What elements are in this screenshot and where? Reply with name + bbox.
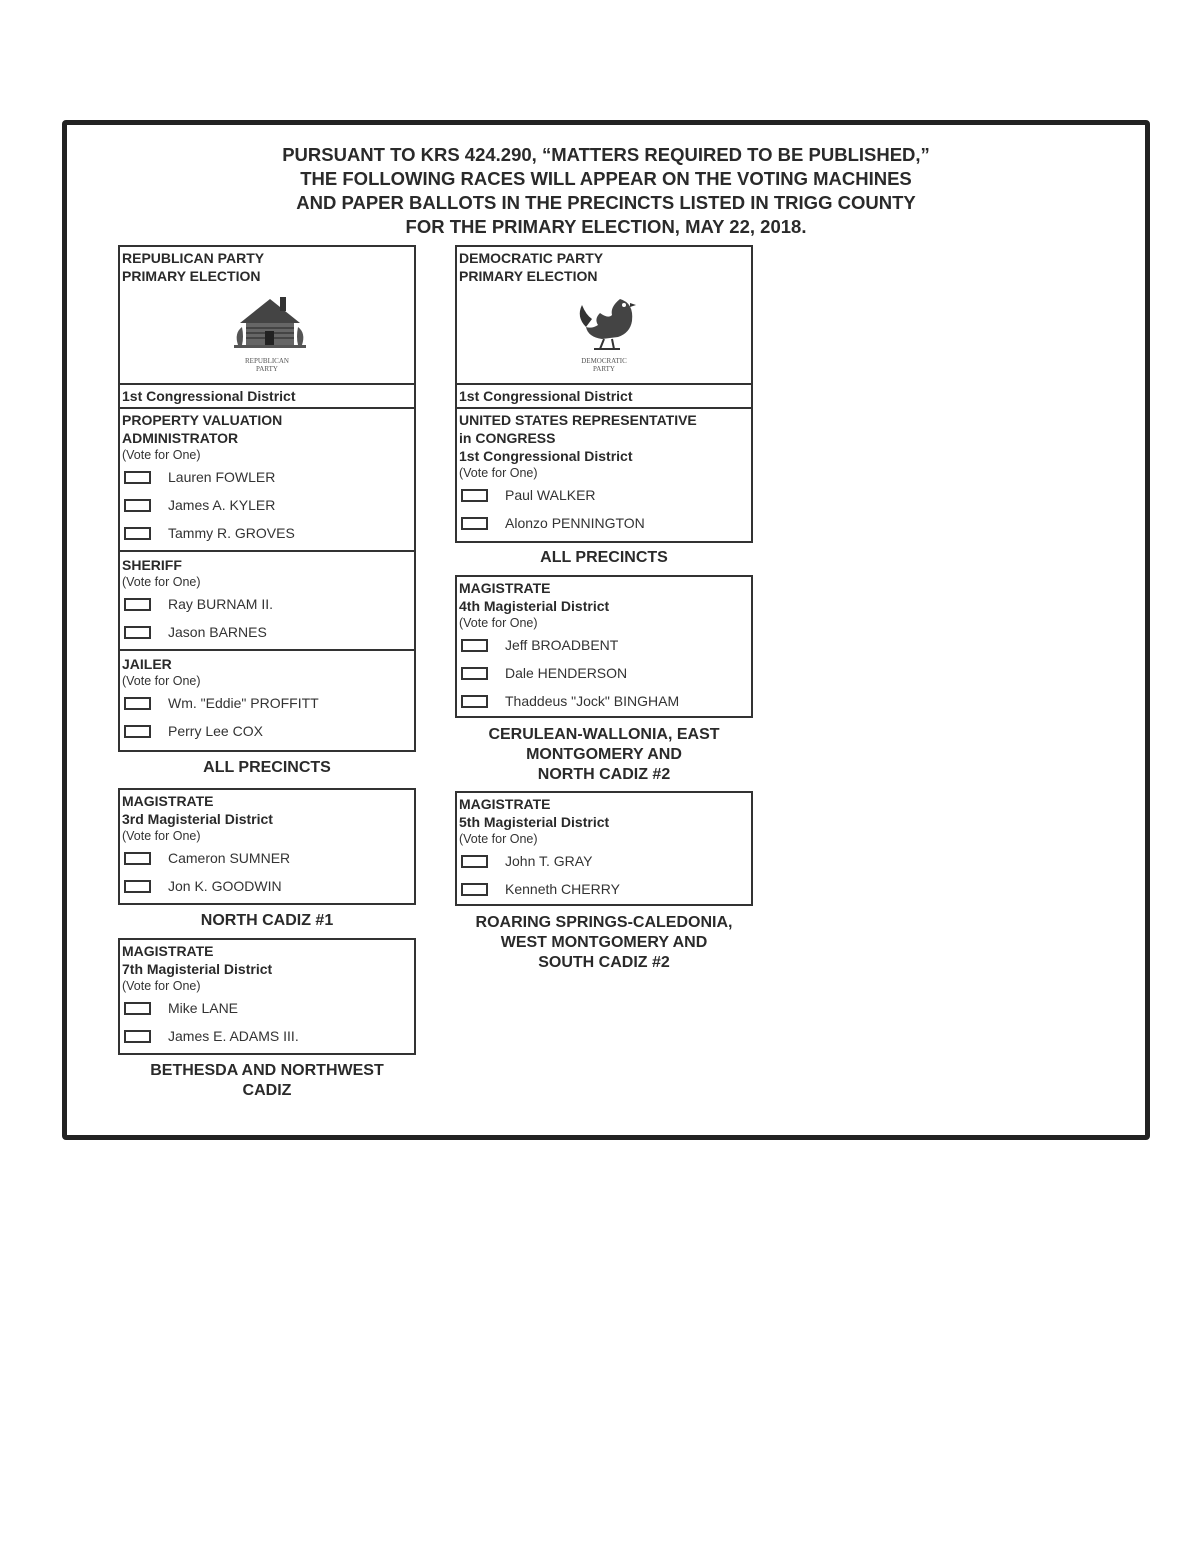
candidate-row[interactable] bbox=[120, 519, 414, 547]
ballot-checkbox[interactable] bbox=[124, 471, 151, 484]
magistrate-4-ballot bbox=[455, 575, 753, 718]
candidate-row[interactable] bbox=[457, 509, 751, 537]
magistrate-7-ballot bbox=[118, 938, 416, 1055]
notice-line-1: PURSUANT TO KRS 424.290, “MATTERS REQUIRED TO BE PUBLISHED,” bbox=[282, 144, 930, 165]
magistrate-3-ballot bbox=[118, 788, 416, 905]
magistrate-4-title: MAGISTRATE 4th Magisterial District bbox=[459, 580, 610, 614]
pva-vote-instruction: (Vote for One) bbox=[122, 448, 201, 462]
candidate-name: Alonzo PENNINGTON bbox=[505, 515, 645, 531]
ballot-checkbox[interactable] bbox=[461, 489, 488, 502]
candidate-name: Cameron SUMNER bbox=[168, 850, 291, 866]
republican-emblem bbox=[120, 285, 414, 383]
ballot-checkbox[interactable] bbox=[124, 725, 151, 738]
ballot-checkbox[interactable] bbox=[461, 855, 488, 868]
democratic-emblem-label-2: PARTY bbox=[593, 365, 615, 373]
notice-line-2: THE FOLLOWING RACES WILL APPEAR ON THE VOTING MACHINES bbox=[300, 168, 912, 189]
candidate-row[interactable] bbox=[120, 994, 414, 1022]
notice-heading bbox=[62, 143, 1150, 239]
candidate-name: James A. KYLER bbox=[168, 497, 276, 513]
republican-ballot bbox=[118, 245, 416, 752]
magistrate-7-vote-instruction: (Vote for One) bbox=[122, 979, 201, 993]
republican-emblem-label-1: REPUBLICAN bbox=[245, 357, 289, 365]
representative-title: UNITED STATES REPRESENTATIVE in CONGRESS 1st Congressional District bbox=[459, 412, 697, 464]
republican-emblem-label-2: PARTY bbox=[256, 365, 278, 373]
ballot-checkbox[interactable] bbox=[124, 598, 151, 611]
democratic-party-header: DEMOCRATIC PARTY PRIMARY ELECTION bbox=[459, 250, 604, 284]
magistrate-5-title: MAGISTRATE 5th Magisterial District bbox=[459, 796, 610, 830]
candidate-row[interactable] bbox=[457, 687, 751, 715]
ballot-checkbox[interactable] bbox=[124, 1002, 151, 1015]
candidate-name: Thaddeus "Jock" BINGHAM bbox=[505, 693, 680, 709]
ballot-checkbox[interactable] bbox=[124, 1030, 151, 1043]
candidate-row[interactable] bbox=[120, 717, 414, 745]
candidate-row[interactable] bbox=[120, 491, 414, 519]
ballot-checkbox[interactable] bbox=[461, 695, 488, 708]
democratic-district: 1st Congressional District bbox=[459, 388, 633, 404]
candidate-row[interactable] bbox=[120, 689, 414, 717]
candidate-name: John T. GRAY bbox=[505, 853, 593, 869]
candidate-row[interactable] bbox=[120, 618, 414, 646]
magistrate-7-title: MAGISTRATE 7th Magisterial District bbox=[122, 943, 273, 977]
ballot-checkbox[interactable] bbox=[124, 697, 151, 710]
candidate-name: Lauren FOWLER bbox=[168, 469, 276, 485]
ballot-checkbox[interactable] bbox=[461, 517, 488, 530]
magistrate-3-vote-instruction: (Vote for One) bbox=[122, 829, 201, 843]
candidate-name: Kenneth CHERRY bbox=[505, 881, 620, 897]
candidate-row[interactable] bbox=[457, 875, 751, 903]
magistrate-4-vote-instruction: (Vote for One) bbox=[459, 616, 538, 630]
ballot-checkbox[interactable] bbox=[124, 852, 151, 865]
notice-line-3: AND PAPER BALLOTS IN THE PRECINCTS LISTED IN TRIGG COUNTY bbox=[296, 192, 916, 213]
magistrate-5-ballot bbox=[455, 791, 753, 906]
magistrate-5-caption: ROARING SPRINGS-CALEDONIA, WEST MONTGOMERY AND SOUTH CADIZ #2 bbox=[475, 914, 733, 971]
pva-title: PROPERTY VALUATION ADMINISTRATOR bbox=[122, 412, 283, 446]
magistrate-3-caption: NORTH CADIZ #1 bbox=[200, 912, 334, 929]
democratic-emblem-label-1: DEMOCRATIC bbox=[581, 357, 627, 365]
candidate-name: Wm. "Eddie" PROFFITT bbox=[168, 695, 319, 711]
candidate-row[interactable] bbox=[457, 631, 751, 659]
magistrate-5-vote-instruction: (Vote for One) bbox=[459, 832, 538, 846]
republican-precincts-caption: ALL PRECINCTS bbox=[203, 759, 331, 776]
magistrate-3-title: MAGISTRATE 3rd Magisterial District bbox=[122, 793, 273, 827]
candidate-row[interactable] bbox=[457, 481, 751, 509]
rooster-icon bbox=[572, 293, 642, 353]
republican-party-header: REPUBLICAN PARTY PRIMARY ELECTION bbox=[122, 250, 265, 284]
ballot-checkbox[interactable] bbox=[124, 626, 151, 639]
democratic-emblem bbox=[457, 285, 751, 383]
candidate-row[interactable] bbox=[120, 1022, 414, 1050]
log-cabin-icon bbox=[230, 293, 310, 353]
jailer-title: JAILER bbox=[122, 656, 172, 672]
candidate-name: Perry Lee COX bbox=[168, 723, 263, 739]
representative-vote-instruction: (Vote for One) bbox=[459, 466, 538, 480]
candidate-name: Paul WALKER bbox=[505, 487, 596, 503]
ballot-checkbox[interactable] bbox=[124, 880, 151, 893]
magistrate-4-caption: CERULEAN-WALLONIA, EAST MONTGOMERY AND NORTH CADIZ #2 bbox=[488, 726, 720, 783]
candidate-name: Jeff BROADBENT bbox=[505, 637, 619, 653]
democratic-precincts-caption: ALL PRECINCTS bbox=[540, 549, 668, 566]
sheriff-vote-instruction: (Vote for One) bbox=[122, 575, 201, 589]
candidate-row[interactable] bbox=[457, 659, 751, 687]
candidate-name: James E. ADAMS III. bbox=[168, 1028, 299, 1044]
ballot-checkbox[interactable] bbox=[124, 499, 151, 512]
republican-district: 1st Congressional District bbox=[122, 388, 296, 404]
ballot-checkbox[interactable] bbox=[461, 883, 488, 896]
jailer-vote-instruction: (Vote for One) bbox=[122, 674, 201, 688]
ballot-checkbox[interactable] bbox=[461, 667, 488, 680]
ballot-checkbox[interactable] bbox=[124, 527, 151, 540]
sheriff-title: SHERIFF bbox=[122, 557, 182, 573]
candidate-name: Tammy R. GROVES bbox=[168, 525, 295, 541]
ballot-checkbox[interactable] bbox=[461, 639, 488, 652]
candidate-name: Jason BARNES bbox=[168, 624, 267, 640]
candidate-row[interactable] bbox=[120, 844, 414, 872]
candidate-row[interactable] bbox=[457, 847, 751, 875]
democratic-ballot bbox=[455, 245, 753, 543]
candidate-name: Mike LANE bbox=[168, 1000, 239, 1016]
candidate-name: Jon K. GOODWIN bbox=[168, 878, 282, 894]
magistrate-7-caption: BETHESDA AND NORTHWEST CADIZ bbox=[150, 1062, 384, 1099]
candidate-name: Ray BURNAM II. bbox=[168, 596, 274, 612]
candidate-row[interactable] bbox=[120, 590, 414, 618]
candidate-row[interactable] bbox=[120, 872, 414, 900]
notice-line-4: FOR THE PRIMARY ELECTION, MAY 22, 2018. bbox=[405, 216, 807, 237]
candidate-name: Dale HENDERSON bbox=[505, 665, 628, 681]
candidate-row[interactable] bbox=[120, 463, 414, 491]
